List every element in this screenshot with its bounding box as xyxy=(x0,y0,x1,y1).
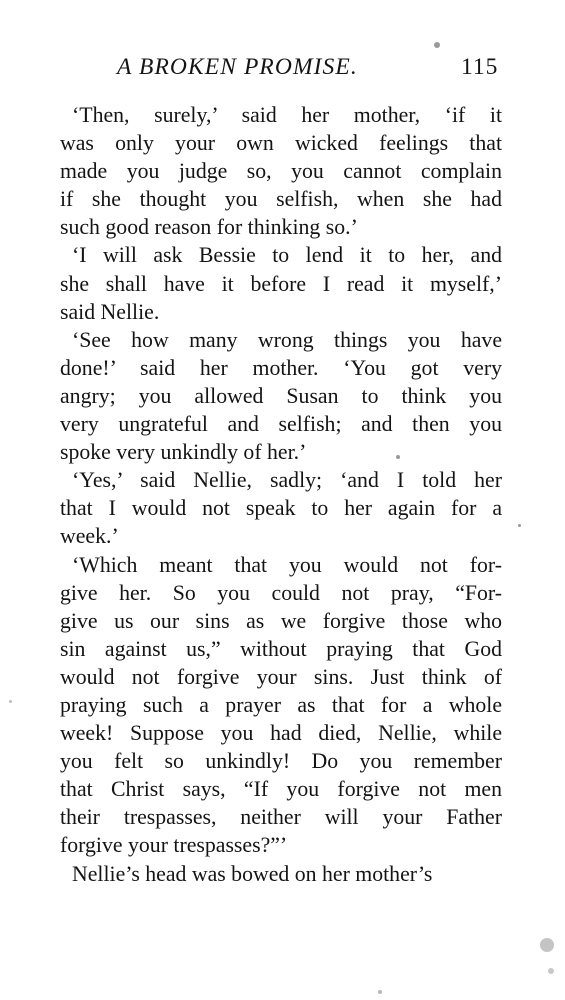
text-line: was only your own wicked feelings that xyxy=(60,131,502,156)
scan-speck xyxy=(540,938,554,952)
running-head xyxy=(0,50,565,84)
text-line: ‘Then, surely,’ said her mother, ‘if it xyxy=(72,103,502,127)
text-line: spoke very unkindly of her.’ xyxy=(60,440,307,465)
text-line: Nellie’s head was bowed on her mother’s xyxy=(72,861,433,886)
text-line: she shall have it before I read it myself,’ xyxy=(60,271,502,296)
text-line: that I would not speak to her again for a xyxy=(60,496,502,521)
text-line: you felt so unkindly! Do you remember xyxy=(60,749,502,774)
text-line: angry; you allowed Susan to think you xyxy=(60,383,502,408)
text-line: very ungrateful and selfish; and then you xyxy=(60,412,502,437)
text-line: their trespasses, neither will your Father xyxy=(60,805,502,830)
text-line: ‘See how many wrong things you have xyxy=(72,327,502,352)
text-line: such good reason for thinking so.’ xyxy=(60,215,358,240)
scan-speck xyxy=(9,700,12,703)
text-line: ‘Which meant that you would not for- xyxy=(72,552,502,577)
text-line: week! Suppose you had died, Nellie, while xyxy=(60,721,502,746)
text-line: ‘I will ask Bessie to lend it to her, and xyxy=(72,243,502,268)
text-line: praying such a prayer as that for a whole xyxy=(60,692,502,717)
text-line: ‘Yes,’ said Nellie, sadly; ‘and I told her xyxy=(72,468,502,493)
text-line: give her. So you could not pray, “For- xyxy=(60,580,502,605)
text-line: said Nellie. xyxy=(60,299,160,324)
scan-speck xyxy=(378,990,382,994)
text-line: done!’ said her mother. ‘You got very xyxy=(60,355,502,380)
scan-speck xyxy=(518,524,521,527)
running-title: A BROKEN PROMISE. xyxy=(117,54,358,80)
text-line: forgive your trespasses?”’ xyxy=(60,833,288,858)
text-line: that Christ says, “If you forgive not men xyxy=(60,777,502,802)
text-line: if she thought you selfish, when she had xyxy=(60,187,502,212)
body-text xyxy=(60,101,502,888)
scan-speck xyxy=(396,455,400,459)
text-line: sin against us,” without praying that God xyxy=(60,636,502,661)
page-number: 115 xyxy=(461,54,499,80)
text-line: week.’ xyxy=(60,524,119,549)
text-line: give us our sins as we forgive those who xyxy=(60,608,502,633)
scan-speck xyxy=(434,42,440,48)
text-line: made you judge so, you cannot complain xyxy=(60,159,502,184)
text-line: would not forgive your sins. Just think of xyxy=(60,664,502,689)
scan-speck xyxy=(548,968,554,974)
